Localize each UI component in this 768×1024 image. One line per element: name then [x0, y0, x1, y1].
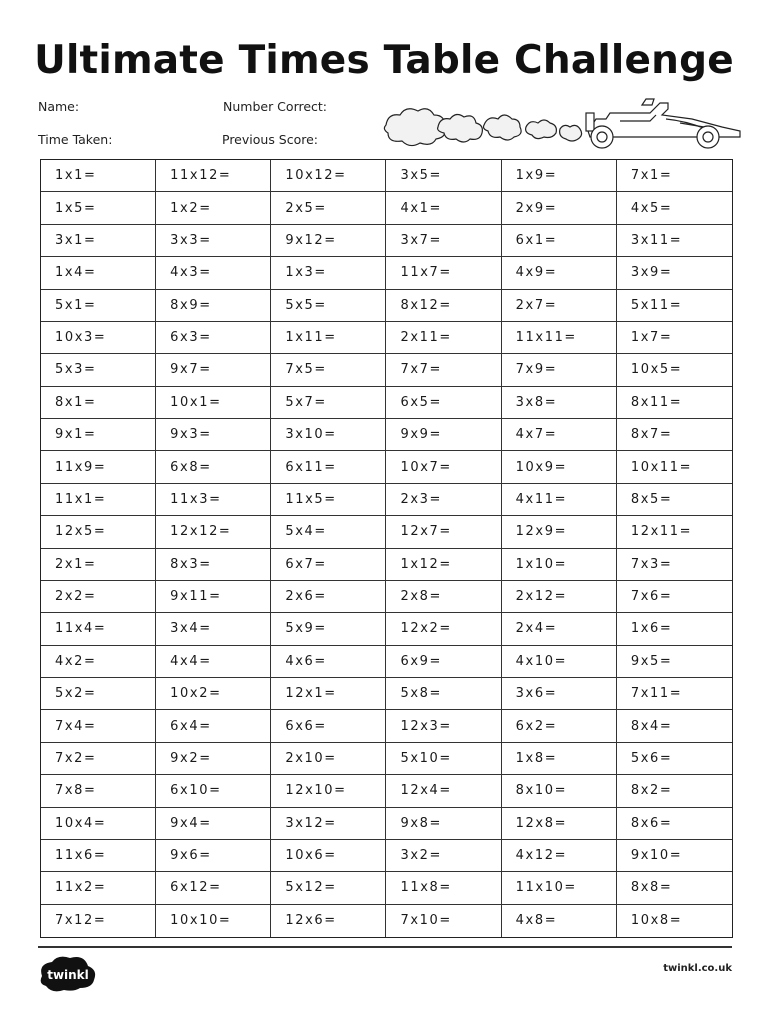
question-cell: 2x6=	[271, 581, 386, 613]
question-cell: 9x7=	[156, 354, 271, 386]
question-cell: 3x10=	[271, 419, 386, 451]
question-cell: 12x4=	[386, 775, 501, 807]
question-cell: 5x8=	[386, 678, 501, 710]
question-cell: 7x8=	[41, 775, 156, 807]
question-cell: 2x5=	[271, 192, 386, 224]
question-cell: 10x7=	[386, 451, 501, 483]
question-cell: 7x5=	[271, 354, 386, 386]
question-cell: 3x1=	[41, 225, 156, 257]
question-cell: 1x4=	[41, 257, 156, 289]
question-cell: 8x6=	[617, 808, 732, 840]
question-cell: 2x12=	[502, 581, 617, 613]
question-cell: 5x7=	[271, 387, 386, 419]
question-cell: 3x9=	[617, 257, 732, 289]
question-cell: 10x5=	[617, 354, 732, 386]
question-cell: 5x10=	[386, 743, 501, 775]
question-cell: 1x9=	[502, 160, 617, 192]
logo-text: twinkl	[47, 968, 89, 982]
question-cell: 9x11=	[156, 581, 271, 613]
question-cell: 5x3=	[41, 354, 156, 386]
question-cell: 1x3=	[271, 257, 386, 289]
question-cell: 10x12=	[271, 160, 386, 192]
question-cell: 5x2=	[41, 678, 156, 710]
previous-score-label: Previous Score:	[222, 132, 319, 147]
question-cell: 6x5=	[386, 387, 501, 419]
question-cell: 11x4=	[41, 613, 156, 645]
question-cell: 2x9=	[502, 192, 617, 224]
page-title: Ultimate Times Table Challenge	[34, 38, 734, 83]
question-cell: 11x3=	[156, 484, 271, 516]
question-cell: 12x10=	[271, 775, 386, 807]
question-cell: 2x10=	[271, 743, 386, 775]
question-cell: 1x8=	[502, 743, 617, 775]
question-cell: 1x10=	[502, 549, 617, 581]
question-cell: 6x6=	[271, 710, 386, 742]
question-cell: 12x9=	[502, 516, 617, 548]
question-cell: 5x6=	[617, 743, 732, 775]
question-cell: 6x1=	[502, 225, 617, 257]
question-cell: 3x6=	[502, 678, 617, 710]
footer-divider	[38, 946, 732, 948]
question-cell: 4x5=	[617, 192, 732, 224]
question-cell: 11x9=	[41, 451, 156, 483]
question-cell: 10x8=	[630, 913, 683, 929]
question-cell: 2x2=	[41, 581, 156, 613]
question-cell: 5x12=	[271, 872, 386, 904]
question-cell: 4x2=	[41, 646, 156, 678]
question-cell: 3x3=	[156, 225, 271, 257]
question-cell: 5x1=	[41, 290, 156, 322]
question-cell: 4x6=	[271, 646, 386, 678]
question-cell: 5x11=	[617, 290, 732, 322]
question-cell: 4x4=	[156, 646, 271, 678]
question-cell: 7x1=	[617, 160, 732, 192]
question-cell: 5x4=	[271, 516, 386, 548]
question-cell: 10x4=	[41, 808, 156, 840]
question-cell: 11x7=	[386, 257, 501, 289]
question-cell: 4x9=	[502, 257, 617, 289]
question-cell: 3x5=	[386, 160, 501, 192]
question-cell: 9x5=	[617, 646, 732, 678]
question-cell: 1x1=	[41, 160, 156, 192]
question-cell: 8x1=	[41, 387, 156, 419]
question-cell: 8x8=	[617, 872, 732, 904]
question-cell: 12x2=	[386, 613, 501, 645]
question-cell: 4x1=	[386, 192, 501, 224]
question-cell: 7x2=	[41, 743, 156, 775]
question-cell: 3x11=	[617, 225, 732, 257]
question-cell: 12x8=	[502, 808, 617, 840]
question-cell: 4x3=	[156, 257, 271, 289]
race-car-icon	[380, 95, 745, 153]
question-cell: 8x7=	[617, 419, 732, 451]
question-cell: 10x10=	[156, 905, 271, 937]
question-cell: 12x5=	[41, 516, 156, 548]
question-cell: 7x7=	[386, 354, 501, 386]
question-cell: 6x7=	[271, 549, 386, 581]
question-cell: 3x4=	[156, 613, 271, 645]
question-cell: 7x10=	[386, 905, 501, 937]
question-cell: 4x7=	[502, 419, 617, 451]
question-cell: 4x10=	[502, 646, 617, 678]
question-cell: 8x9=	[156, 290, 271, 322]
question-cell: 2x1=	[41, 549, 156, 581]
question-cell: 3x12=	[271, 808, 386, 840]
question-cell: 12x3=	[386, 710, 501, 742]
question-cell: 12x1=	[271, 678, 386, 710]
twinkl-logo-icon	[36, 954, 100, 992]
question-cell: 9x3=	[156, 419, 271, 451]
question-cell: 11x2=	[41, 872, 156, 904]
question-cell: 9x2=	[156, 743, 271, 775]
question-cell: 7x4=	[41, 710, 156, 742]
question-cell: 4x11=	[502, 484, 617, 516]
question-cell: 12x7=	[386, 516, 501, 548]
question-cell: 9x9=	[386, 419, 501, 451]
question-cell: 7x12=	[41, 905, 156, 937]
question-cell: 10x9=	[502, 451, 617, 483]
question-cell: 10x6=	[271, 840, 386, 872]
question-cell: 4x8=	[502, 905, 617, 937]
name-label: Name:	[38, 99, 80, 114]
site-url: twinkl.co.uk	[663, 963, 732, 974]
question-cell: 6x12=	[156, 872, 271, 904]
question-cell: 8x11=	[617, 387, 732, 419]
question-cell: 9x6=	[156, 840, 271, 872]
question-cell: 3x2=	[386, 840, 501, 872]
question-cell: 11x1=	[41, 484, 156, 516]
question-cell: 11x11=	[502, 322, 617, 354]
question-cell: 7x6=	[617, 581, 732, 613]
question-cell: 2x4=	[502, 613, 617, 645]
question-cell: 10x11=	[617, 451, 732, 483]
question-cell: 1x5=	[41, 192, 156, 224]
question-cell: 6x11=	[271, 451, 386, 483]
question-cell: 11x5=	[271, 484, 386, 516]
question-cell: 9x1=	[41, 419, 156, 451]
question-cell: 4x12=	[502, 840, 617, 872]
question-cell: 12x11=	[617, 516, 732, 548]
question-cell: 3x7=	[386, 225, 501, 257]
question-cell: 1x11=	[271, 322, 386, 354]
question-cell: 2x8=	[386, 581, 501, 613]
time-taken-label: Time Taken:	[38, 132, 113, 147]
question-cell: 11x12=	[156, 160, 271, 192]
question-cell: 3x8=	[502, 387, 617, 419]
question-cell: 8x4=	[617, 710, 732, 742]
question-cell: 12x6=	[271, 905, 386, 937]
question-cell: 1x6=	[617, 613, 732, 645]
question-cell: 8x2=	[617, 775, 732, 807]
question-cell: 9x8=	[386, 808, 501, 840]
question-cell: 5x9=	[271, 613, 386, 645]
question-cell: 7x9=	[502, 354, 617, 386]
question-cell: 7x3=	[617, 549, 732, 581]
question-cell: 2x3=	[386, 484, 501, 516]
question-cell: 9x4=	[156, 808, 271, 840]
question-cell: 8x12=	[386, 290, 501, 322]
question-cell: 12x12=	[156, 516, 271, 548]
question-cell: 2x11=	[386, 322, 501, 354]
question-cell: 6x3=	[156, 322, 271, 354]
question-cell: 10x1=	[156, 387, 271, 419]
question-cell: 2x7=	[502, 290, 617, 322]
question-cell: 6x8=	[156, 451, 271, 483]
times-table-grid	[40, 159, 733, 938]
question-cell: 10x2=	[156, 678, 271, 710]
question-cell: 6x2=	[502, 710, 617, 742]
question-cell: 11x10=	[502, 872, 617, 904]
question-cell: 9x10=	[617, 840, 732, 872]
question-cell: 10x3=	[41, 322, 156, 354]
question-cell: 6x10=	[156, 775, 271, 807]
question-cell: 1x2=	[156, 192, 271, 224]
question-cell: 5x5=	[271, 290, 386, 322]
question-cell: 6x4=	[156, 710, 271, 742]
question-cell: 1x7=	[617, 322, 732, 354]
number-correct-label: Number Correct:	[223, 99, 328, 114]
question-cell: 8x10=	[502, 775, 617, 807]
question-cell: 7x11=	[617, 678, 732, 710]
question-cell: 11x8=	[386, 872, 501, 904]
question-cell: 6x9=	[386, 646, 501, 678]
question-cell: 8x5=	[617, 484, 732, 516]
question-cell: 8x3=	[156, 549, 271, 581]
question-cell: 11x6=	[41, 840, 156, 872]
question-cell: 9x12=	[271, 225, 386, 257]
question-cell: 1x12=	[386, 549, 501, 581]
